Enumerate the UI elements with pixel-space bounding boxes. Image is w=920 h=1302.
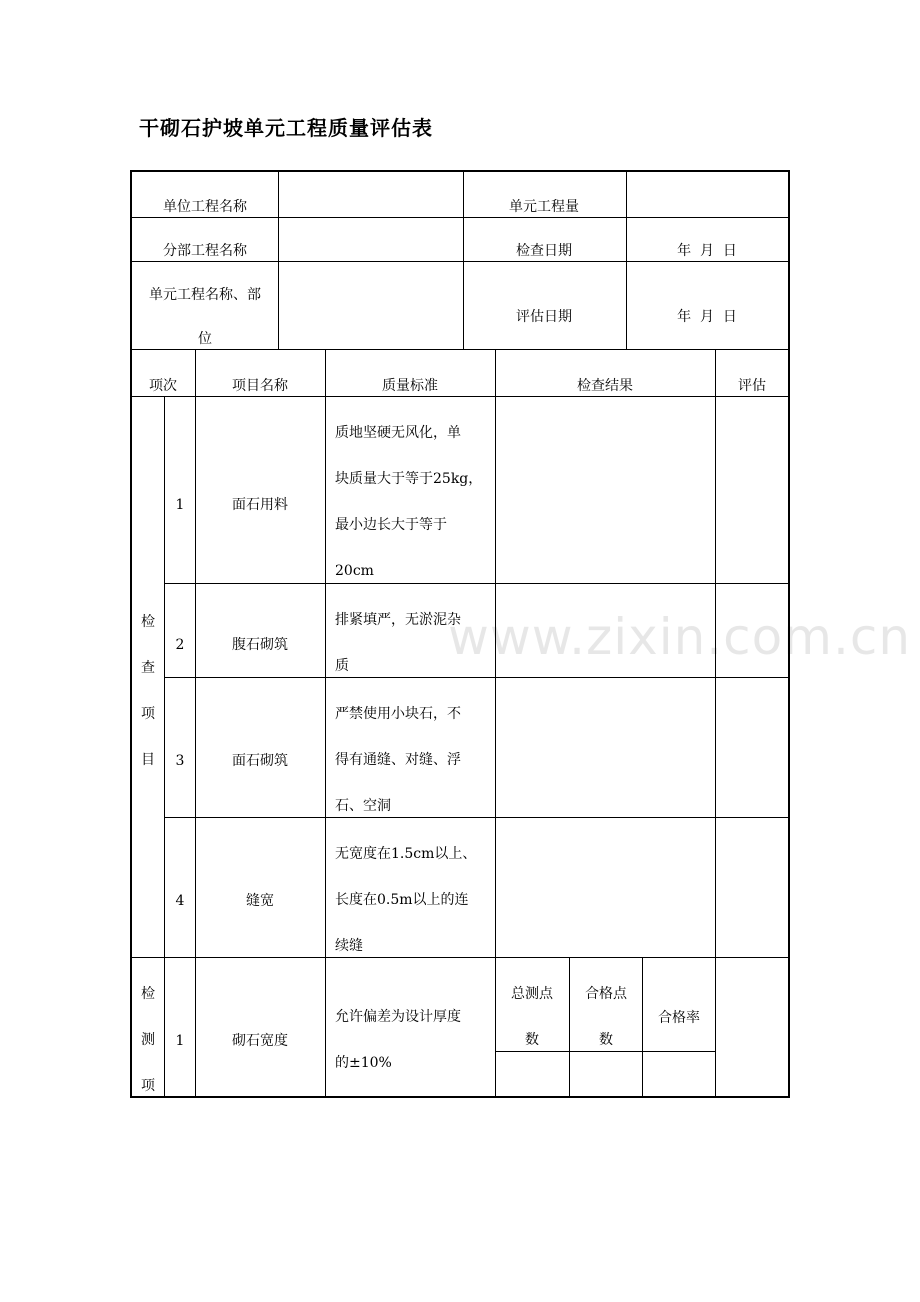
row-3-no: 3 [175, 753, 185, 769]
subheader-total-points: 总测点 数 [511, 986, 553, 1048]
label-sub-project-name: 分部工程名称 [163, 243, 247, 259]
label-unit-quantity: 单元工程量 [509, 199, 579, 215]
row-1-name: 面石用料 [232, 497, 288, 513]
row-1-no: 1 [175, 497, 185, 513]
subheader-pass-rate: 合格率 [658, 1010, 700, 1026]
row-4-no: 4 [175, 893, 185, 909]
col-item-no: 项次 [149, 378, 177, 394]
measure-row-1-name: 砌石宽度 [232, 1033, 288, 1049]
eval-date-value: 年 月 日 [677, 309, 737, 325]
row-2-no: 2 [175, 637, 185, 653]
col-standard: 质量标准 [382, 378, 438, 394]
row-4-name: 缝宽 [246, 893, 274, 909]
group-label-check-items: 检 查 项 目 [141, 614, 155, 768]
label-element-name-line1: 单元工程名称、部 [149, 287, 261, 303]
page-title: 干砌石护坡单元工程质量评估表 [139, 116, 433, 140]
check-date-value: 年 月 日 [677, 243, 737, 259]
label-eval-date: 评估日期 [516, 309, 572, 325]
label-element-name-line2: 位 [198, 331, 212, 347]
row-3-standard: 严禁使用小块石，不 得有通缝、对缝、浮 石、空洞 [335, 706, 461, 814]
row-4-standard: 无宽度在1.5cm以上、 长度在0.5m以上的连 续缝 [335, 846, 477, 954]
group-label-measure-items: 检 测 项 [141, 986, 155, 1094]
subheader-passed-points: 合格点 数 [585, 986, 627, 1048]
row-2-name: 腹石砌筑 [232, 637, 288, 653]
measure-row-1-standard: 允许偏差为设计厚度 的±10% [335, 1009, 461, 1071]
col-result: 检查结果 [577, 378, 633, 394]
row-3-name: 面石砌筑 [232, 753, 288, 769]
col-item-name: 项目名称 [232, 378, 288, 394]
label-check-date: 检查日期 [516, 243, 572, 259]
row-2-standard: 排紧填严，无淤泥杂 质 [335, 612, 461, 674]
watermark: www.zixin.com.cn [448, 608, 912, 666]
col-evaluation: 评估 [738, 378, 766, 394]
measure-row-1-no: 1 [175, 1033, 185, 1049]
label-unit-project-name: 单位工程名称 [163, 199, 247, 215]
row-1-standard: 质地坚硬无风化，单 块质量大于等于25kg， 最小边长大于等于 20cm [335, 425, 483, 579]
